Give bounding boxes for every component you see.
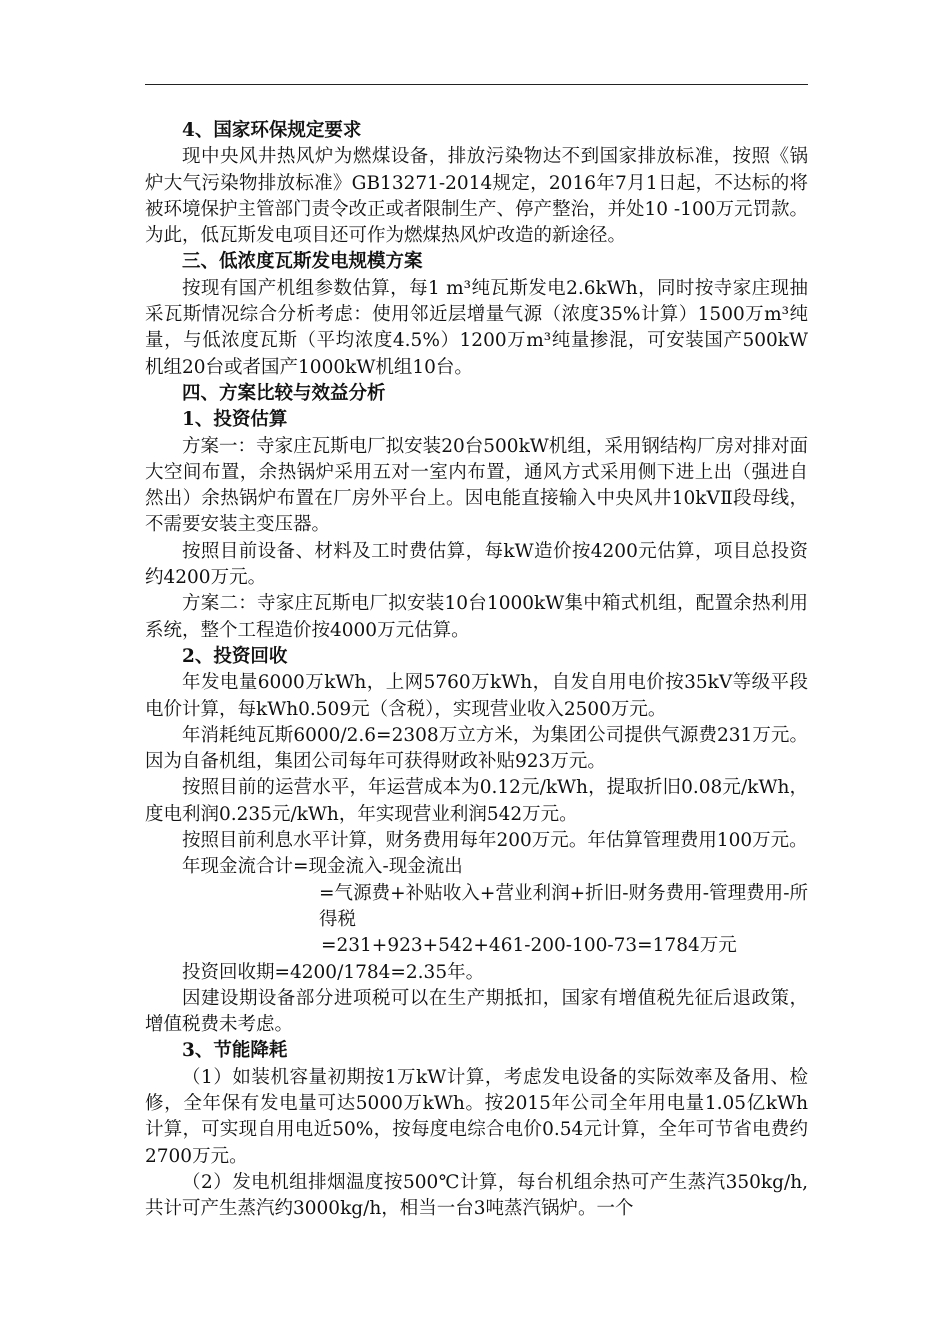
paragraph: 按照目前利息水平计算，财务费用每年200万元。年估算管理费用100万元。 xyxy=(182,830,808,852)
paragraph: （1）如装机容量初期按1万kW计算，考虑发电设备的实际效率及备用、检修，全年保有发电量可达5000万kWh。按2015年公司全年用电量1.05亿kWh计算，可实现自用电近50%，按每度电综合电价0.54元计算，全年可节省电费约2700万元。 xyxy=(145,1066,808,1167)
paragraph: 年现金流合计=现金流入-现金流出 xyxy=(182,856,463,878)
paragraph: 现中央风井热风炉为燃煤设备，排放污染物达不到国家排放标准，按照《锅炉大气污染物排放标准》GB13271-2014规定，2016年7月1日起，不达标的将被环境保护主管部门责令改正或者限制生产、停产整治，并处10 -100万元罚款。为此，低瓦斯发电项目还可作为燃煤热风炉改造的新途径。 xyxy=(145,146,808,247)
section-heading: 四、方案比较与效益分析 xyxy=(182,382,386,404)
section-heading: 4、国家环保规定要求 xyxy=(182,120,362,141)
section-heading: 三、低浓度瓦斯发电规模方案 xyxy=(182,251,423,273)
paragraph: 方案二：寺家庄瓦斯电厂拟安装10台1000kW集中箱式机组，配置余热利用系统，整个工程造价按4000万元估算。 xyxy=(145,593,808,641)
section-heading: 3、节能降耗 xyxy=(182,1040,288,1062)
paragraph: 按照目前的运营水平，年运营成本为0.12元/kWh，提取折旧0.08元/kWh，度电利润0.235元/kWh，年实现营业利润542万元。 xyxy=(145,777,808,825)
paragraph: 方案一：寺家庄瓦斯电厂拟安装20台500kW机组，采用钢结构厂房对排对面大空间布置，余热锅炉采用五对一室内布置，通风方式采用侧下进上出（强进自然出）余热锅炉布置在厂房外平台上。因电能直接输入中央风井10kVⅡ段母线，不需要安装主变压器。 xyxy=(145,435,808,536)
paragraph: =气源费+补贴收入+营业利润+折旧-财务费用-管理费用-所得税 xyxy=(319,882,808,930)
body-text xyxy=(145,118,808,1222)
paragraph: 年消耗纯瓦斯6000/2.6=2308万立方米，为集团公司提供气源费231万元。因为自备机组，集团公司每年可获得财政补贴923万元。 xyxy=(145,724,808,773)
paragraph: 因建设期设备部分进项税可以在生产期抵扣，国家有增值税先征后退政策，增值税费未考虑。 xyxy=(145,987,808,1036)
paragraph: =231+923+542+461-200-100-73=1784万元 xyxy=(321,935,737,957)
section-heading: 2、投资回收 xyxy=(182,645,288,667)
section-heading: 1、投资估算 xyxy=(182,409,288,431)
paragraph: 按照目前设备、材料及工时费估算，每kW造价按4200元估算，项目总投资约4200万元。 xyxy=(145,540,808,589)
header-rule xyxy=(145,84,808,85)
paragraph: （2）发电机组排烟温度按500℃计算，每台机组余热可产生蒸汽350kg/h,共计可产生蒸汽约3000kg/h，相当一台3吨蒸汽锅炉。一个 xyxy=(145,1171,808,1220)
paragraph: 年发电量6000万kWh，上网5760万kWh，自发自用电价按35kV等级平段电价计算，每kWh0.509元（含税），实现营业收入2500万元。 xyxy=(145,672,808,720)
paragraph: 投资回收期=4200/1784=2.35年。 xyxy=(182,961,485,983)
paragraph: 按现有国产机组参数估算，每1 m³纯瓦斯发电2.6kWh，同时按寺家庄现抽采瓦斯情况综合分析考虑：使用邻近层增量气源（浓度35%计算）1500万m³纯量，与低浓度瓦斯（平均浓度4.5%）1200万m³纯量掺混，可安装国产500kW机组20台或者国产1000kW机组10台。 xyxy=(145,277,808,378)
